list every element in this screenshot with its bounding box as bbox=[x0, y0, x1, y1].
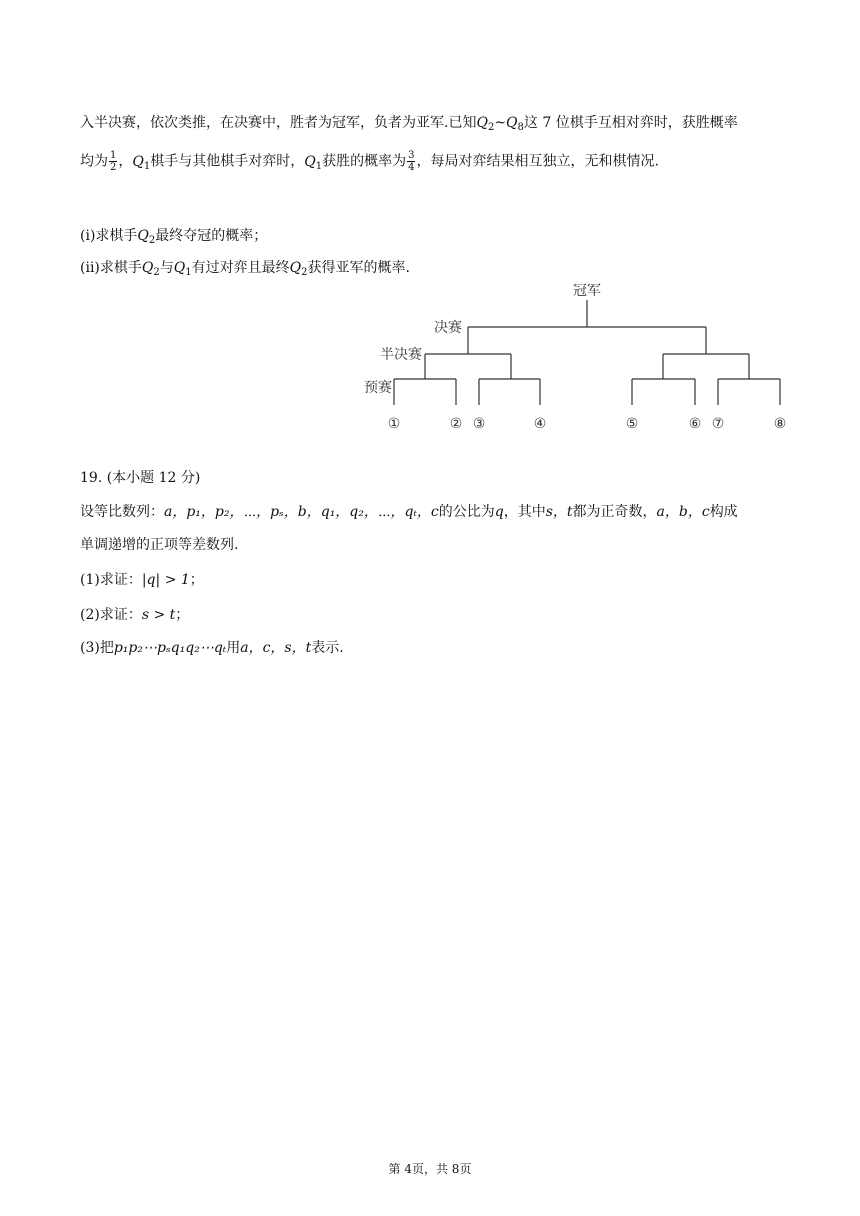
fraction-three-quarters: $\frac{3}{4}$ bbox=[408, 150, 415, 173]
page-footer: 第 4页，共 8页 bbox=[388, 1162, 472, 1176]
tournament-bracket-diagram bbox=[340, 276, 800, 440]
label-final: 决赛 bbox=[434, 320, 462, 336]
player-2: ② bbox=[449, 416, 463, 432]
p18-text: 获胜的概率为 bbox=[322, 153, 407, 170]
p19-q1: (1)求证：|q| > 1； bbox=[80, 572, 204, 588]
p18-text: 入半决赛，依次类推，在决赛中，胜者为冠军，负者为亚军.已知 bbox=[80, 115, 477, 131]
player-6: ⑥ bbox=[688, 416, 702, 432]
math-product: p₁p₂⋯pₛq₁q₂⋯qₜ bbox=[113, 640, 227, 656]
p19-line-2: 单调递增的正项等差数列. bbox=[80, 537, 239, 553]
fraction-half: $\frac{1}{2}$ bbox=[110, 150, 117, 173]
p18-line-1 bbox=[80, 113, 800, 138]
player-5: ⑤ bbox=[625, 416, 639, 432]
p19-heading: 19. (本小题 12 分) bbox=[80, 470, 201, 486]
label-semifinal: 半决赛 bbox=[380, 347, 422, 363]
math-q2: $Q_2$ bbox=[137, 228, 156, 246]
p18-text: ， bbox=[118, 153, 133, 170]
p18-text: ，每局对弈结果相互独立，无和棋情况. bbox=[416, 153, 659, 170]
math-q1: $Q_1$ bbox=[173, 260, 192, 278]
math-q2: $Q_2$ bbox=[289, 260, 308, 278]
p18-line-2 bbox=[80, 150, 800, 177]
math-a-c-s-t: a，c，s，t bbox=[240, 640, 312, 656]
p19-q2: (2)求证：s > t； bbox=[80, 607, 190, 623]
p18-text: 这 7 位棋手互相对弈时，获胜概率 bbox=[523, 115, 738, 131]
p18-text: 均为 bbox=[80, 153, 108, 170]
label-champion: 冠军 bbox=[573, 283, 601, 299]
math-q1: $Q_1$ bbox=[304, 153, 323, 172]
player-4: ④ bbox=[533, 416, 547, 432]
p18-text: 棋手与其他棋手对弈时， bbox=[150, 153, 305, 170]
p18-sub-i: (i)求棋手$Q_2$最终夺冠的概率； bbox=[80, 228, 268, 246]
p19-line-1: 设等比数列：a，p₁，p₂，⋯，pₛ，b，q₁，q₂，⋯，qₜ，c的公比为q，其中s，t都为正奇数，a，b，c构成 bbox=[80, 504, 738, 520]
p19-q3: (3)把p₁p₂⋯pₛq₁q₂⋯qₜ用a，c，s，t表示. bbox=[80, 640, 344, 656]
math-s-t: s，t bbox=[545, 504, 573, 520]
math-sequence: a，p₁，p₂，⋯，pₛ，b，q₁，q₂，⋯，qₜ，c bbox=[164, 504, 439, 520]
math-q2: $Q_2$ bbox=[476, 115, 495, 133]
player-1: ① bbox=[387, 416, 401, 432]
player-8: ⑧ bbox=[773, 416, 787, 432]
label-prelim: 预赛 bbox=[364, 380, 392, 396]
math-q8: $Q_8$ bbox=[506, 115, 524, 133]
p18-sub-ii: (ii)求棋手$Q_2$与$Q_1$有过对弈且最终$Q_2$获得亚军的概率. bbox=[80, 260, 410, 278]
math-s-gt-t: s > t bbox=[141, 607, 176, 623]
math-a-b-c: a，b，c bbox=[656, 504, 710, 520]
math-abs-q: |q| > 1 bbox=[141, 572, 190, 588]
bracket-lines bbox=[394, 300, 780, 405]
player-3: ③ bbox=[472, 416, 486, 432]
math-q2: $Q_2$ bbox=[141, 260, 160, 278]
math-q: q bbox=[494, 504, 504, 520]
math-q1: $Q_1$ bbox=[132, 153, 151, 172]
player-7: ⑦ bbox=[711, 416, 725, 432]
tilde-symbol: ~ bbox=[494, 115, 507, 131]
